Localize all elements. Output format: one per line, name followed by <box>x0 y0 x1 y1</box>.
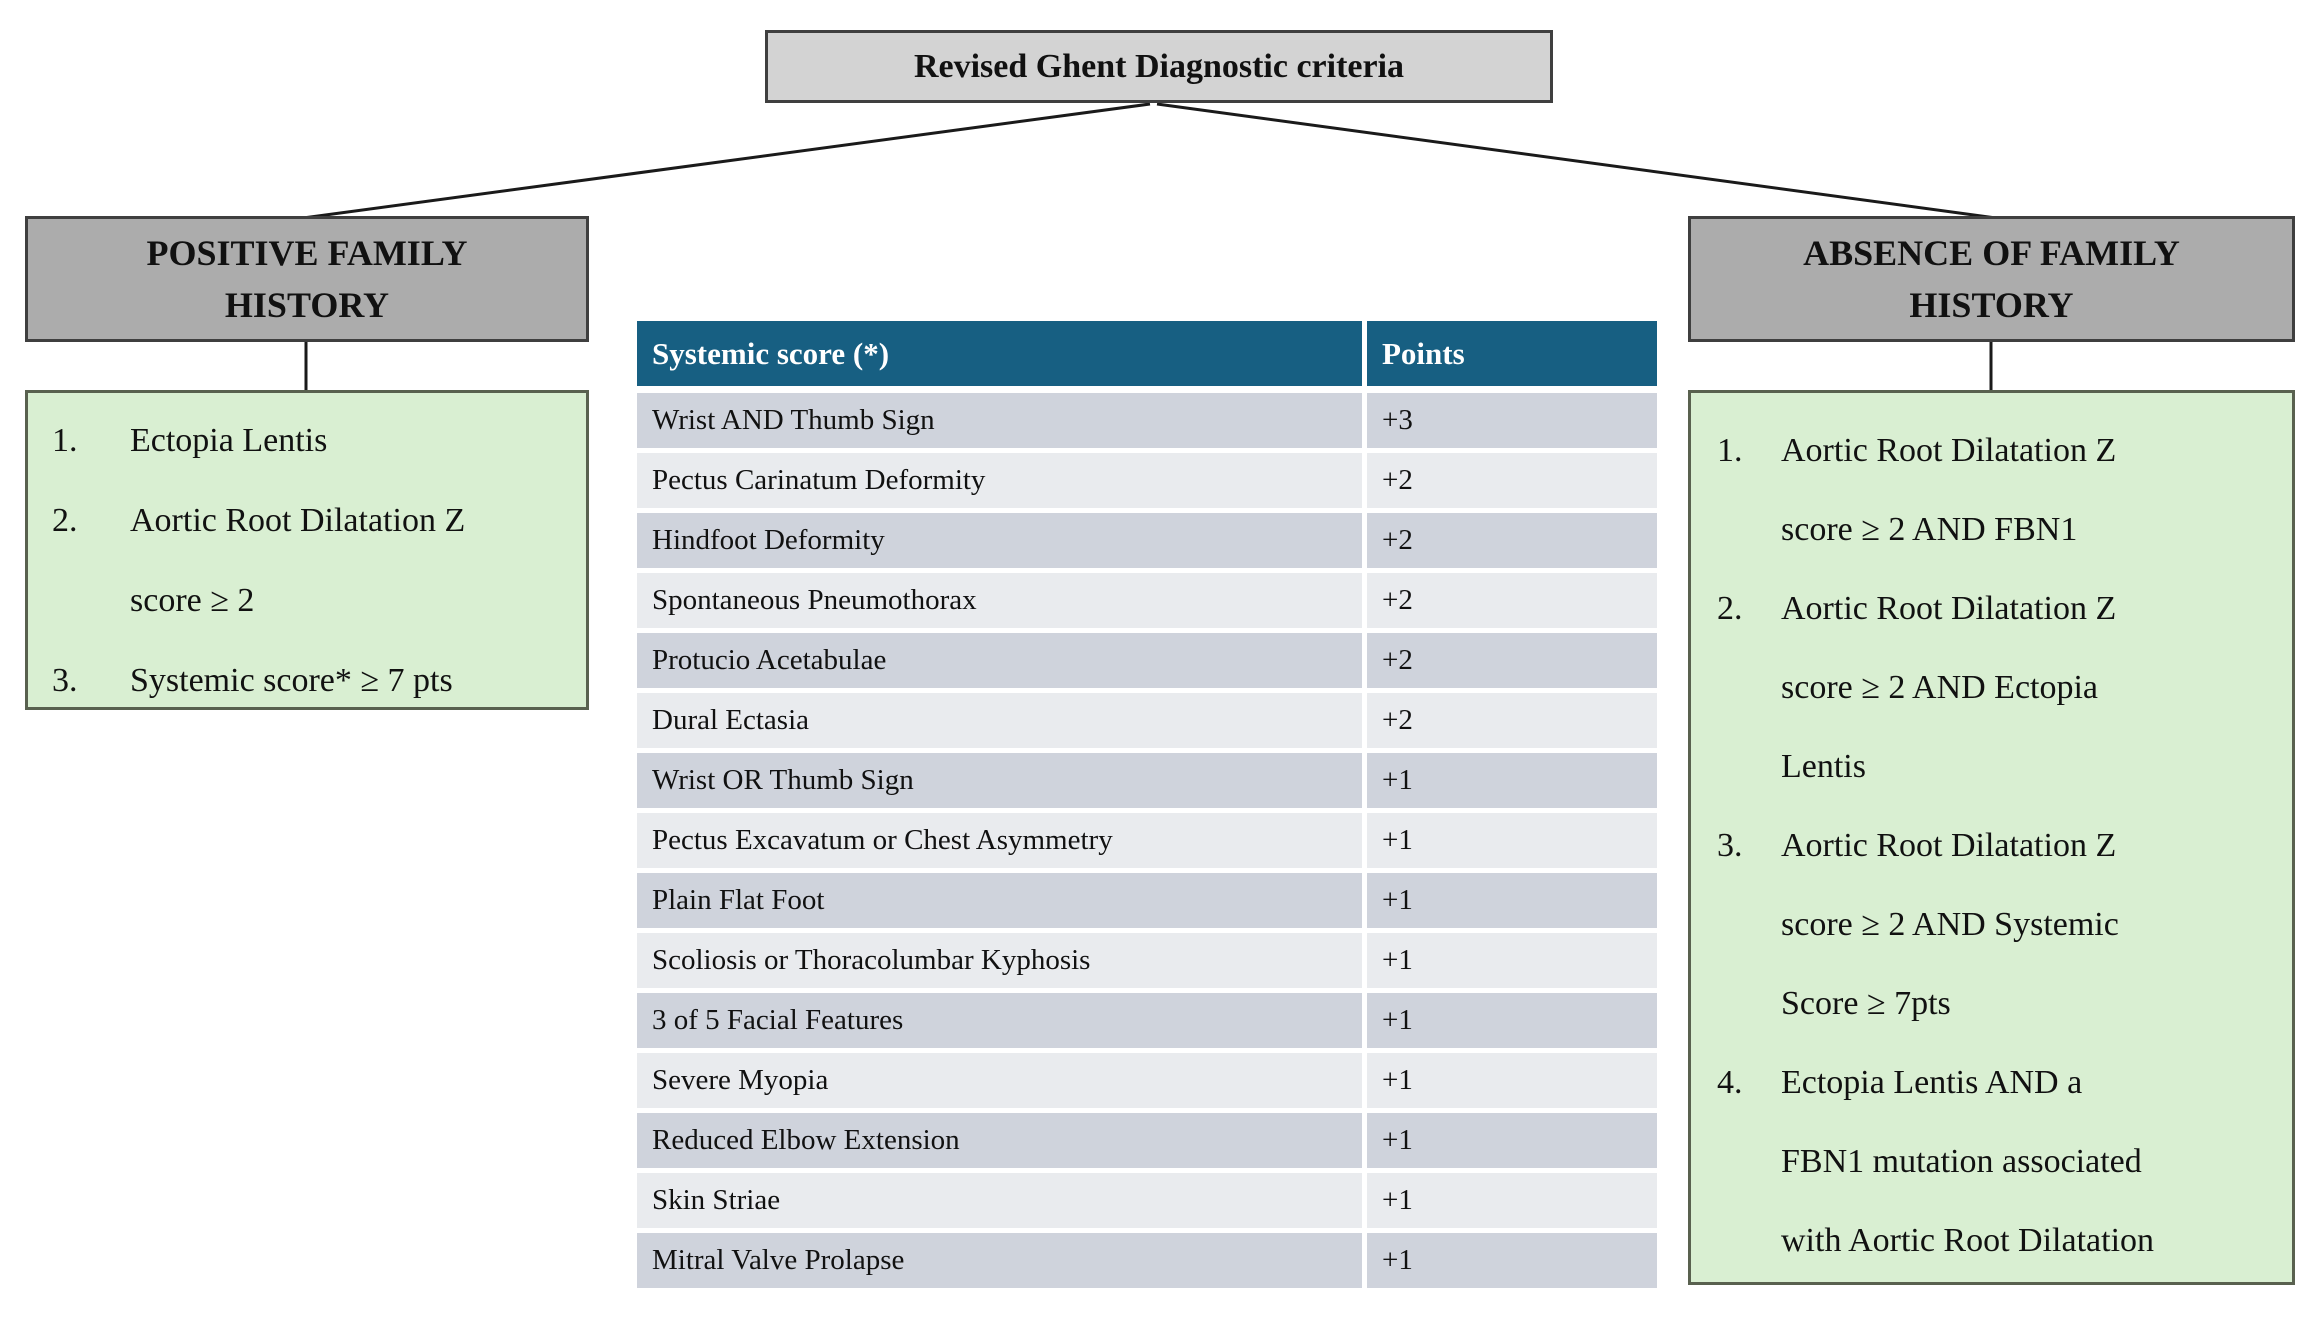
list-item <box>52 641 576 721</box>
title-box <box>765 30 1553 103</box>
item-line: Aortic Root Dilatation Z <box>1781 432 2117 469</box>
row-label: Protucio Acetabulae <box>637 633 1362 688</box>
header-line: HISTORY <box>224 285 390 325</box>
row-label: Pectus Carinatum Deformity <box>637 453 1362 508</box>
row-points: +1 <box>1367 933 1657 988</box>
connector-line-title-to-left <box>303 104 1150 218</box>
row-points: +1 <box>1367 1053 1657 1108</box>
row-label: Scoliosis or Thoracolumbar Kyphosis <box>637 933 1362 988</box>
item-line: Ectopia Lentis AND a <box>1781 1064 2083 1101</box>
row-points: +2 <box>1367 573 1657 628</box>
header-line: POSITIVE FAMILY <box>146 233 468 273</box>
item-line: score ≥ 2 AND Systemic <box>1781 906 2119 943</box>
list-item <box>1717 411 2284 569</box>
item-line: with Aortic Root Dilatation <box>1781 1222 2155 1259</box>
table-row <box>637 573 1657 628</box>
row-points: +2 <box>1367 693 1657 748</box>
item-line: Aortic Root Dilatation Z <box>1781 590 2117 627</box>
systemic-score-table <box>637 321 1657 1288</box>
page-title: Revised Ghent Diagnostic criteria <box>913 47 1405 85</box>
table-row <box>637 1233 1657 1288</box>
row-label: Severe Myopia <box>637 1053 1362 1108</box>
absence-family-criteria-box <box>1688 390 2295 1285</box>
row-label: Plain Flat Foot <box>637 873 1362 928</box>
row-points: +2 <box>1367 633 1657 688</box>
list-item <box>1717 569 2284 806</box>
table-header-points: Points <box>1367 321 1657 386</box>
row-label: Skin Striae <box>637 1173 1362 1228</box>
table-body <box>637 393 1657 1288</box>
list-item <box>1717 1043 2284 1280</box>
table-row <box>637 633 1657 688</box>
table-row <box>637 753 1657 808</box>
table-row <box>637 693 1657 748</box>
row-label: Dural Ectasia <box>637 693 1362 748</box>
table-header-row <box>637 321 1657 386</box>
item-number: 3. <box>52 662 78 699</box>
row-label: Wrist AND Thumb Sign <box>637 393 1362 448</box>
table-row <box>637 993 1657 1048</box>
table-row <box>637 873 1657 928</box>
row-points: +2 <box>1367 453 1657 508</box>
header-line: HISTORY <box>1909 285 2074 325</box>
row-points: +1 <box>1367 873 1657 928</box>
row-label: Spontaneous Pneumothorax <box>637 573 1362 628</box>
list-item <box>1717 806 2284 1043</box>
absence-family-history-header <box>1688 216 2295 342</box>
row-label: Pectus Excavatum or Chest Asymmetry <box>637 813 1362 868</box>
row-points: +1 <box>1367 1113 1657 1168</box>
table-row <box>637 1113 1657 1168</box>
table-row <box>637 933 1657 988</box>
list-item <box>52 481 576 641</box>
item-line: score ≥ 2 <box>130 582 255 619</box>
item-line: score ≥ 2 AND Ectopia <box>1781 669 2099 706</box>
row-label: Wrist OR Thumb Sign <box>637 753 1362 808</box>
row-label: Hindfoot Deformity <box>637 513 1362 568</box>
item-line: Score ≥ 7pts <box>1781 985 1951 1022</box>
item-line: FBN1 mutation associated <box>1781 1143 2142 1180</box>
item-line: Aortic Root Dilatation Z <box>1781 827 2117 864</box>
table-row <box>637 813 1657 868</box>
row-points: +2 <box>1367 513 1657 568</box>
row-label: Reduced Elbow Extension <box>637 1113 1362 1168</box>
table-row <box>637 1173 1657 1228</box>
item-number: 3. <box>1717 827 1743 864</box>
row-points: +1 <box>1367 753 1657 808</box>
item-line: Lentis <box>1781 748 1866 785</box>
connector-line-title-to-right <box>1157 104 2018 221</box>
item-number: 1. <box>1717 432 1743 469</box>
item-number: 4. <box>1717 1064 1743 1101</box>
item-number: 1. <box>52 422 78 459</box>
item-number: 2. <box>52 502 78 539</box>
row-label: Mitral Valve Prolapse <box>637 1233 1362 1288</box>
item-line: Ectopia Lentis <box>130 422 328 459</box>
header-line: ABSENCE OF FAMILY <box>1803 233 2180 273</box>
table-row <box>637 513 1657 568</box>
row-label: 3 of 5 Facial Features <box>637 993 1362 1048</box>
table-header-label: Systemic score (*) <box>637 321 1362 386</box>
row-points: +1 <box>1367 813 1657 868</box>
row-points: +1 <box>1367 1173 1657 1228</box>
table-row <box>637 453 1657 508</box>
item-line: Systemic score* ≥ 7 pts <box>130 662 453 699</box>
table-row <box>637 393 1657 448</box>
row-points: +3 <box>1367 393 1657 448</box>
item-line: Aortic Root Dilatation Z <box>130 502 466 539</box>
row-points: +1 <box>1367 1233 1657 1288</box>
list-item <box>52 401 576 481</box>
item-line: score ≥ 2 AND FBN1 <box>1781 511 2078 548</box>
positive-family-criteria-box <box>25 390 589 710</box>
table-row <box>637 1053 1657 1108</box>
row-points: +1 <box>1367 993 1657 1048</box>
positive-family-history-header <box>25 216 589 342</box>
item-number: 2. <box>1717 590 1743 627</box>
